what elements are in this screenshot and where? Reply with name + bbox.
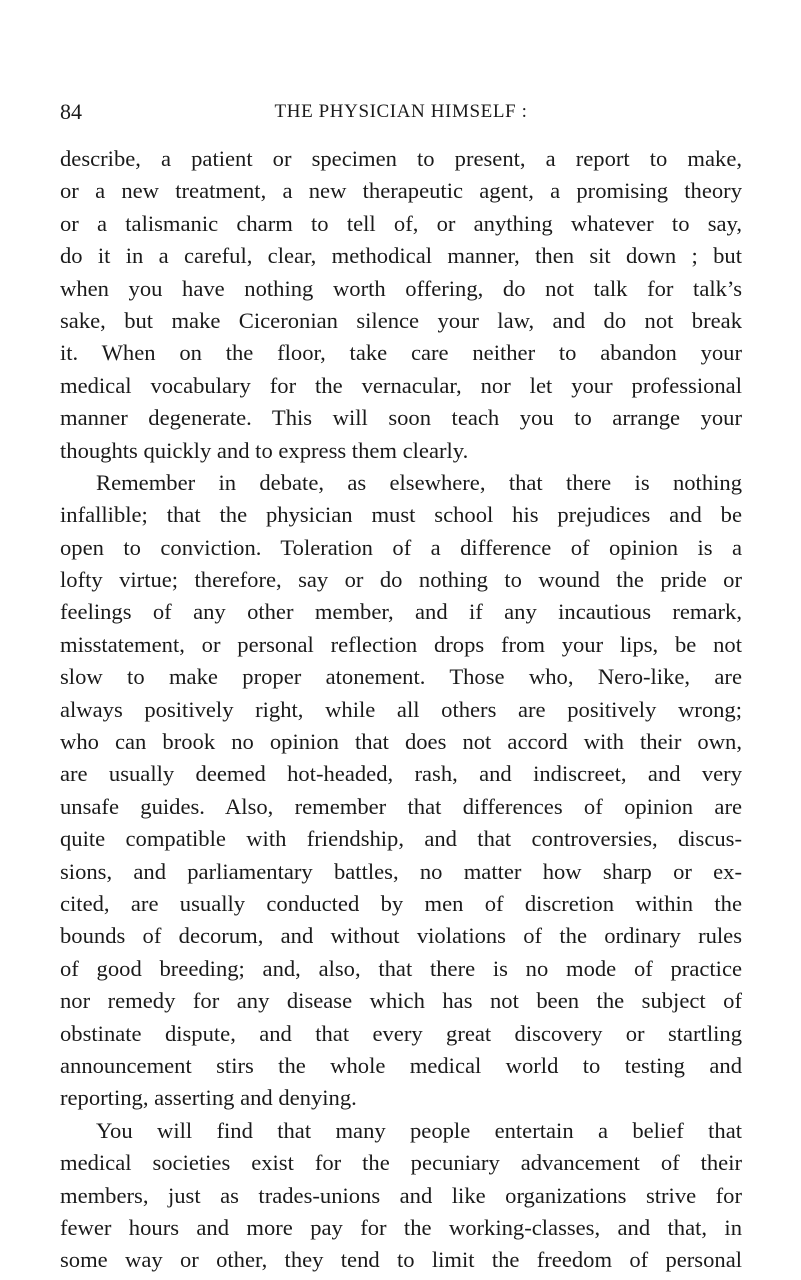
text-line: infallible; that the physician must school his prejudices and be	[60, 502, 742, 528]
running-title: THE PHYSICIAN HIMSELF :	[274, 101, 528, 122]
text-line: nor remedy for any disease which has not been the subject of	[60, 988, 742, 1014]
text-line: misstatement, or personal reflection drops from your lips, be not	[60, 631, 742, 657]
text-line: thoughts quickly and to express them clearly.	[60, 437, 469, 463]
text-line: describe, a patient or specimen to present, a report to make,	[60, 146, 742, 171]
text-line: quite compatible with friendship, and that controversies, discus-	[60, 826, 742, 852]
text-line: open to conviction. Toleration of a difference of opinion is a	[60, 534, 742, 560]
text-line: medical vocabulary for the vernacular, nor let your professional	[60, 372, 742, 398]
text-line: feelings of any other member, and if any incautious remark,	[60, 599, 742, 625]
text-line: members, just as trades-unions and like organizations strive for	[60, 1182, 742, 1208]
text-line: medical societies exist for the pecuniary advancement of their	[60, 1150, 742, 1176]
text-line: it. When on the floor, take care neither to abandon your	[60, 340, 742, 366]
text-line: when you have nothing worth offering, do not talk for talk’s	[60, 275, 742, 301]
text-line: or a talismanic charm to tell of, or anything whatever to say,	[60, 210, 742, 236]
text-line: manner degenerate. This will soon teach you to arrange your	[60, 405, 742, 431]
text-line: slow to make proper atonement. Those who, Nero-like, are	[60, 664, 742, 690]
running-head	[60, 98, 742, 126]
paragraph-start-line: Remember in debate, as elsewhere, that there is nothing	[96, 469, 742, 495]
body-text	[60, 143, 742, 1277]
text-line: fewer hours and more pay for the working-classes, and that, in	[60, 1214, 742, 1240]
text-line: are usually deemed hot-headed, rash, and indiscreet, and very	[60, 761, 742, 787]
page-number: 84	[60, 99, 82, 124]
text-line: lofty virtue; therefore, say or do nothing to wound the pride or	[60, 567, 742, 593]
text-line: always positively right, while all others are positively wrong;	[60, 696, 742, 722]
text-line: bounds of decorum, and without violations of the ordinary rules	[60, 923, 742, 949]
text-line: who can brook no opinion that does not accord with their own,	[60, 729, 742, 755]
text-line: unsafe guides. Also, remember that differences of opinion are	[60, 793, 742, 819]
text-line: sions, and parliamentary battles, no matter how sharp or ex-	[60, 858, 742, 884]
text-line: cited, are usually conducted by men of discretion within the	[60, 890, 742, 916]
text-line: some way or other, they tend to limit the freedom of personal	[60, 1247, 742, 1273]
text-line: obstinate dispute, and that every great discovery or startling	[60, 1020, 742, 1046]
text-line: do it in a careful, clear, methodical manner, then sit down ; but	[60, 243, 742, 269]
text-line: announcement stirs the whole medical world to testing and	[60, 1052, 742, 1078]
text-line: sake, but make Ciceronian silence your law, and do not break	[60, 307, 742, 333]
text-line: or a new treatment, a new therapeutic agent, a promising theory	[60, 178, 742, 204]
text-line: reporting, asserting and denying.	[60, 1085, 357, 1111]
text-line: of good breeding; and, also, that there is no mode of practice	[60, 955, 742, 981]
paragraph-start-line: You will find that many people entertain a belief that	[96, 1117, 742, 1143]
